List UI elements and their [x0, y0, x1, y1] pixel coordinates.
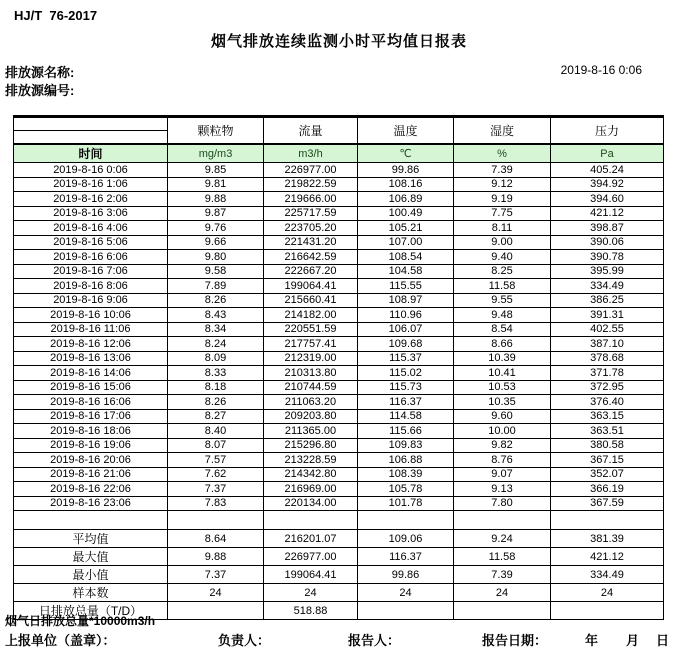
value-cell: 220551.59 — [264, 322, 358, 337]
value-cell — [454, 602, 551, 620]
responsible-person-label: 负责人： — [218, 633, 271, 648]
value-cell: 10.53 — [454, 380, 551, 395]
value-cell: 9.88 — [168, 548, 264, 566]
time-cell: 2019-8-16 8:06 — [14, 279, 168, 294]
value-cell: 24 — [168, 584, 264, 602]
summary-label-cell: 样本数 — [14, 584, 168, 602]
corner-cell-top — [14, 117, 168, 131]
value-cell: 9.40 — [454, 250, 551, 265]
value-cell: 11.58 — [454, 548, 551, 566]
time-cell: 2019-8-16 21:06 — [14, 467, 168, 482]
value-cell: 223705.20 — [264, 221, 358, 236]
value-cell: 405.24 — [551, 163, 664, 178]
value-cell: 24 — [358, 584, 454, 602]
value-cell: 8.26 — [168, 293, 264, 308]
value-cell: 219666.00 — [264, 192, 358, 207]
empty-cell — [264, 511, 358, 530]
unit-percent: % — [454, 144, 551, 163]
value-cell: 11.58 — [454, 279, 551, 294]
empty-cell — [454, 511, 551, 530]
time-cell: 2019-8-16 3:06 — [14, 206, 168, 221]
empty-cell — [358, 511, 454, 530]
table-row — [14, 530, 664, 548]
value-cell: 10.35 — [454, 395, 551, 410]
value-cell: 7.37 — [168, 566, 264, 584]
empty-cell — [168, 511, 264, 530]
time-cell: 2019-8-16 12:06 — [14, 337, 168, 352]
table-row — [14, 163, 664, 178]
time-cell: 2019-8-16 22:06 — [14, 482, 168, 497]
value-cell: 226977.00 — [264, 163, 358, 178]
value-cell: 7.80 — [454, 496, 551, 511]
value-cell: 395.99 — [551, 264, 664, 279]
time-cell: 2019-8-16 17:06 — [14, 409, 168, 424]
value-cell: 217757.41 — [264, 337, 358, 352]
value-cell: 219822.59 — [264, 177, 358, 192]
value-cell: 371.78 — [551, 366, 664, 381]
value-cell: 421.12 — [551, 206, 664, 221]
value-cell: 7.83 — [168, 496, 264, 511]
value-cell: 381.39 — [551, 530, 664, 548]
value-cell: 199064.41 — [264, 279, 358, 294]
value-cell: 9.55 — [454, 293, 551, 308]
value-cell: 220134.00 — [264, 496, 358, 511]
reporting-unit-label: 上报单位（盖章）： — [5, 633, 116, 648]
column-header-humidity: 湿度 — [454, 117, 551, 145]
time-cell: 2019-8-16 11:06 — [14, 322, 168, 337]
column-header-flow: 流量 — [264, 117, 358, 145]
header-row-pollutants — [14, 117, 664, 131]
value-cell: 115.37 — [358, 351, 454, 366]
empty-cell — [551, 511, 664, 530]
value-cell: 8.43 — [168, 308, 264, 323]
value-cell — [551, 602, 664, 620]
unit-celsius: ℃ — [358, 144, 454, 163]
time-cell: 2019-8-16 18:06 — [14, 424, 168, 439]
time-cell: 2019-8-16 23:06 — [14, 496, 168, 511]
unit-header-row — [14, 144, 664, 163]
source-id-label: 排放源编号: — [5, 83, 75, 98]
value-cell: 352.07 — [551, 467, 664, 482]
value-cell: 9.19 — [454, 192, 551, 207]
value-cell: 10.00 — [454, 424, 551, 439]
value-cell: 8.18 — [168, 380, 264, 395]
value-cell: 109.83 — [358, 438, 454, 453]
value-cell: 24 — [551, 584, 664, 602]
value-cell: 9.87 — [168, 206, 264, 221]
table-row — [14, 380, 664, 395]
value-cell: 394.92 — [551, 177, 664, 192]
value-cell: 9.12 — [454, 177, 551, 192]
value-cell: 372.95 — [551, 380, 664, 395]
value-cell: 216969.00 — [264, 482, 358, 497]
value-cell: 222667.20 — [264, 264, 358, 279]
value-cell: 402.55 — [551, 322, 664, 337]
value-cell: 109.06 — [358, 530, 454, 548]
monitoring-data-table — [13, 115, 664, 620]
value-cell: 221431.20 — [264, 235, 358, 250]
time-cell: 2019-8-16 2:06 — [14, 192, 168, 207]
value-cell: 24 — [454, 584, 551, 602]
value-cell: 106.07 — [358, 322, 454, 337]
value-cell: 367.15 — [551, 453, 664, 468]
value-cell: 334.49 — [551, 279, 664, 294]
value-cell: 110.96 — [358, 308, 454, 323]
value-cell: 212319.00 — [264, 351, 358, 366]
table-row — [14, 351, 664, 366]
source-name-label: 排放源名称: — [5, 65, 75, 80]
column-header-pressure: 压力 — [551, 117, 664, 145]
value-cell: 24 — [264, 584, 358, 602]
value-cell: 8.76 — [454, 453, 551, 468]
time-cell: 2019-8-16 1:06 — [14, 177, 168, 192]
value-cell: 9.85 — [168, 163, 264, 178]
report-title: 烟气排放连续监测小时平均值日报表 — [210, 33, 467, 50]
value-cell: 99.86 — [358, 566, 454, 584]
unit-mg-m3: mg/m3 — [168, 144, 264, 163]
value-cell: 8.26 — [168, 395, 264, 410]
value-cell: 8.25 — [454, 264, 551, 279]
value-cell: 209203.80 — [264, 409, 358, 424]
value-cell: 8.54 — [454, 322, 551, 337]
table-row — [14, 337, 664, 352]
value-cell: 380.58 — [551, 438, 664, 453]
value-cell: 214182.00 — [264, 308, 358, 323]
time-cell: 2019-8-16 19:06 — [14, 438, 168, 453]
table-row — [14, 177, 664, 192]
summary-label-cell: 平均值 — [14, 530, 168, 548]
year-label: 年 — [585, 633, 599, 648]
time-cell: 2019-8-16 0:06 — [14, 163, 168, 178]
value-cell: 108.16 — [358, 177, 454, 192]
value-cell: 115.02 — [358, 366, 454, 381]
table-row — [14, 250, 664, 265]
value-cell: 214342.80 — [264, 467, 358, 482]
value-cell: 9.82 — [454, 438, 551, 453]
value-cell: 10.41 — [454, 366, 551, 381]
value-cell: 7.39 — [454, 163, 551, 178]
time-cell: 2019-8-16 20:06 — [14, 453, 168, 468]
value-cell: 8.24 — [168, 337, 264, 352]
empty-cell — [14, 511, 168, 530]
value-cell: 8.09 — [168, 351, 264, 366]
value-cell: 378.68 — [551, 351, 664, 366]
table-row — [14, 467, 664, 482]
unit-pa: Pa — [551, 144, 664, 163]
summary-label-cell: 日排放总量（T/D） — [14, 602, 168, 620]
table-row — [14, 293, 664, 308]
value-cell: 386.25 — [551, 293, 664, 308]
table-row — [14, 395, 664, 410]
value-cell: 8.07 — [168, 438, 264, 453]
value-cell: 7.75 — [454, 206, 551, 221]
value-cell: 334.49 — [551, 566, 664, 584]
value-cell: 226977.00 — [264, 548, 358, 566]
value-cell: 106.89 — [358, 192, 454, 207]
value-cell: 363.15 — [551, 409, 664, 424]
value-cell: 101.78 — [358, 496, 454, 511]
value-cell: 7.57 — [168, 453, 264, 468]
value-cell: 9.60 — [454, 409, 551, 424]
table-row — [14, 453, 664, 468]
value-cell: 8.40 — [168, 424, 264, 439]
table-row — [14, 496, 664, 511]
time-cell: 2019-8-16 16:06 — [14, 395, 168, 410]
value-cell — [168, 602, 264, 620]
summary-label-cell: 最大值 — [14, 548, 168, 566]
value-cell: 8.64 — [168, 530, 264, 548]
value-cell: 216201.07 — [264, 530, 358, 548]
table-row — [14, 279, 664, 294]
table-row — [14, 221, 664, 236]
table-row — [14, 322, 664, 337]
reporter-label: 报告人： — [348, 633, 401, 648]
value-cell: 394.60 — [551, 192, 664, 207]
value-cell: 518.88 — [264, 602, 358, 620]
value-cell: 109.68 — [358, 337, 454, 352]
value-cell: 114.58 — [358, 409, 454, 424]
value-cell: 9.66 — [168, 235, 264, 250]
value-cell: 213228.59 — [264, 453, 358, 468]
value-cell: 7.62 — [168, 467, 264, 482]
value-cell: 9.48 — [454, 308, 551, 323]
value-cell: 421.12 — [551, 548, 664, 566]
table-row — [14, 206, 664, 221]
time-cell: 2019-8-16 14:06 — [14, 366, 168, 381]
value-cell: 108.39 — [358, 467, 454, 482]
report-date-label: 报告日期： — [482, 633, 548, 648]
table-row — [14, 438, 664, 453]
table-row — [14, 308, 664, 323]
value-cell: 105.21 — [358, 221, 454, 236]
value-cell: 8.34 — [168, 322, 264, 337]
value-cell: 8.27 — [168, 409, 264, 424]
value-cell: 10.39 — [454, 351, 551, 366]
value-cell: 99.86 — [358, 163, 454, 178]
value-cell: 115.55 — [358, 279, 454, 294]
time-cell: 2019-8-16 10:06 — [14, 308, 168, 323]
value-cell: 115.73 — [358, 380, 454, 395]
value-cell: 216642.59 — [264, 250, 358, 265]
value-cell: 105.78 — [358, 482, 454, 497]
table-row — [14, 584, 664, 602]
value-cell: 390.06 — [551, 235, 664, 250]
unit-m3-h: m3/h — [264, 144, 358, 163]
value-cell: 9.24 — [454, 530, 551, 548]
table-row — [14, 264, 664, 279]
value-cell: 116.37 — [358, 395, 454, 410]
value-cell: 9.13 — [454, 482, 551, 497]
value-cell: 106.88 — [358, 453, 454, 468]
value-cell: 7.89 — [168, 279, 264, 294]
summary-label-cell: 最小值 — [14, 566, 168, 584]
separator-row — [14, 511, 664, 530]
table-row — [14, 424, 664, 439]
value-cell: 387.10 — [551, 337, 664, 352]
table-row — [14, 409, 664, 424]
value-cell: 8.33 — [168, 366, 264, 381]
value-cell: 391.31 — [551, 308, 664, 323]
value-cell: 8.11 — [454, 221, 551, 236]
table-row — [14, 192, 664, 207]
value-cell: 115.66 — [358, 424, 454, 439]
value-cell: 104.58 — [358, 264, 454, 279]
time-cell: 2019-8-16 5:06 — [14, 235, 168, 250]
value-cell: 210744.59 — [264, 380, 358, 395]
report-timestamp: 2019-8-16 0:06 — [560, 63, 642, 77]
table-row — [14, 482, 664, 497]
flow-total-unit-note: 烟气日排放总量*10000m3/h — [5, 614, 156, 628]
value-cell: 215296.80 — [264, 438, 358, 453]
value-cell: 107.00 — [358, 235, 454, 250]
time-column-header: 时间 — [14, 144, 168, 163]
time-cell: 2019-8-16 7:06 — [14, 264, 168, 279]
value-cell: 9.76 — [168, 221, 264, 236]
doc-code: HJ/T 76-2017 — [14, 8, 98, 23]
day-label: 日 — [656, 633, 670, 648]
value-cell: 8.66 — [454, 337, 551, 352]
corner-cell-bottom — [14, 131, 168, 145]
value-cell: 367.59 — [551, 496, 664, 511]
value-cell: 9.88 — [168, 192, 264, 207]
value-cell: 9.81 — [168, 177, 264, 192]
value-cell: 9.00 — [454, 235, 551, 250]
value-cell: 9.07 — [454, 467, 551, 482]
signature-row — [0, 630, 678, 650]
table-row — [14, 235, 664, 250]
column-header-particulate: 颗粒物 — [168, 117, 264, 145]
value-cell: 376.40 — [551, 395, 664, 410]
value-cell: 390.78 — [551, 250, 664, 265]
value-cell: 108.54 — [358, 250, 454, 265]
value-cell: 366.19 — [551, 482, 664, 497]
value-cell: 225717.59 — [264, 206, 358, 221]
value-cell: 211063.20 — [264, 395, 358, 410]
month-label: 月 — [626, 633, 640, 648]
value-cell: 116.37 — [358, 548, 454, 566]
time-cell: 2019-8-16 15:06 — [14, 380, 168, 395]
value-cell: 398.87 — [551, 221, 664, 236]
value-cell: 215660.41 — [264, 293, 358, 308]
value-cell: 211365.00 — [264, 424, 358, 439]
time-cell: 2019-8-16 6:06 — [14, 250, 168, 265]
value-cell — [358, 602, 454, 620]
value-cell: 210313.80 — [264, 366, 358, 381]
value-cell: 199064.41 — [264, 566, 358, 584]
value-cell: 100.49 — [358, 206, 454, 221]
value-cell: 9.80 — [168, 250, 264, 265]
table-row — [14, 548, 664, 566]
time-cell: 2019-8-16 13:06 — [14, 351, 168, 366]
value-cell: 108.97 — [358, 293, 454, 308]
value-cell: 7.37 — [168, 482, 264, 497]
value-cell: 363.51 — [551, 424, 664, 439]
column-header-temperature: 温度 — [358, 117, 454, 145]
table-row — [14, 566, 664, 584]
value-cell: 9.58 — [168, 264, 264, 279]
time-cell: 2019-8-16 4:06 — [14, 221, 168, 236]
value-cell: 7.39 — [454, 566, 551, 584]
table-row — [14, 366, 664, 381]
time-cell: 2019-8-16 9:06 — [14, 293, 168, 308]
